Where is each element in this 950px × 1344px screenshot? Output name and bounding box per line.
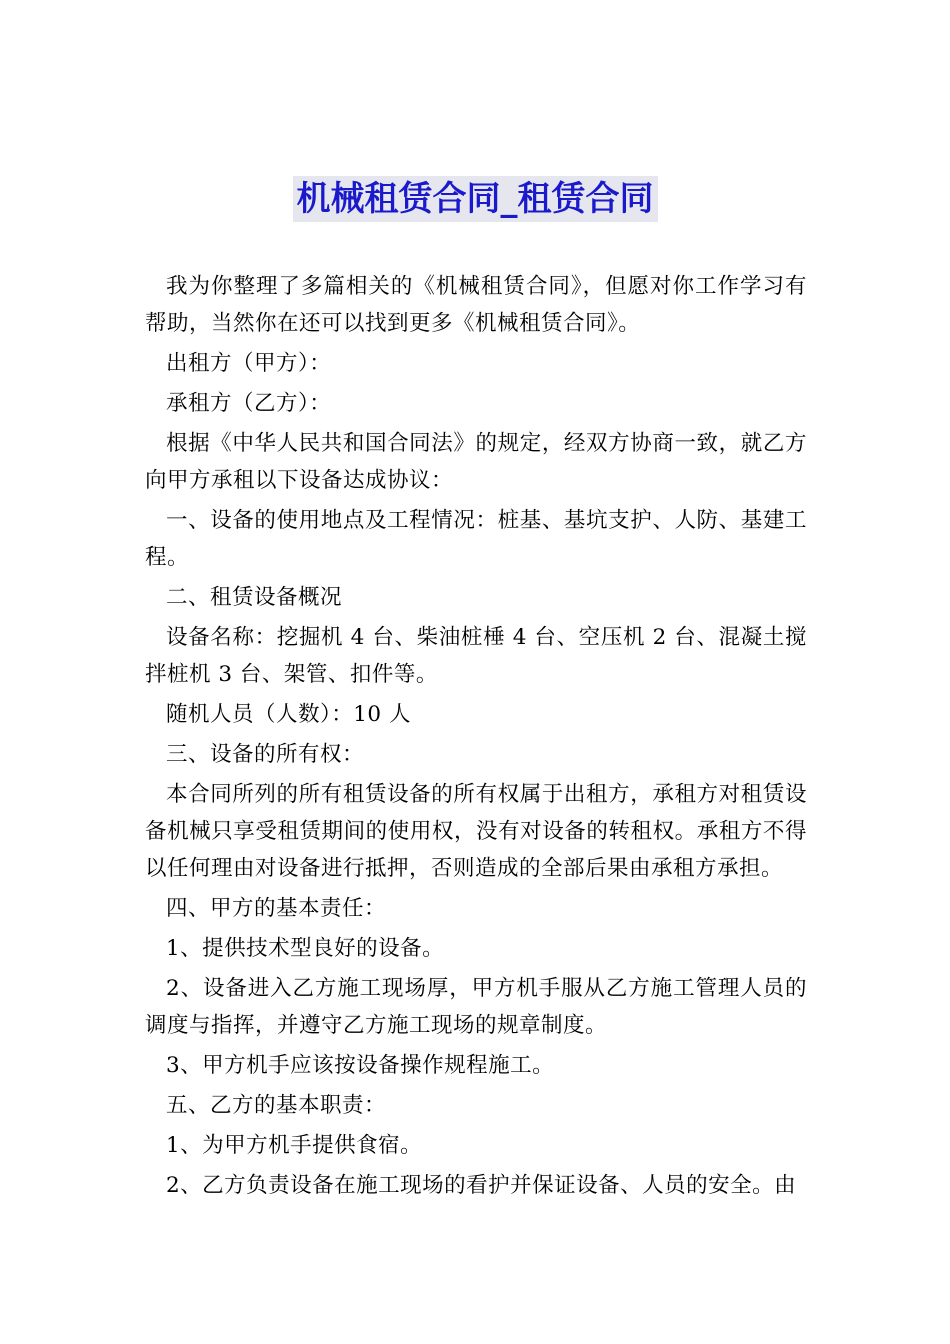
paragraph-section-3-heading: 三、设备的所有权：: [166, 742, 365, 767]
paragraph-party-b-duty-2: 2、乙方负责设备在施工现场的看护并保证设备、人员的安全。由: [166, 1173, 797, 1198]
paragraph-agreement-basis: 根据《中华人民共和国合同法》的规定，经双方协商一致，就乙方向甲方承租以下设备达成协议：: [145, 431, 807, 493]
paragraph-party-a-duty-2: 2、设备进入乙方施工现场厚，甲方机手服从乙方施工管理人员的调度与指挥，并遵守乙方施工现场的规章制度。: [145, 976, 807, 1038]
paragraph-equipment-names: 设备名称：挖掘机 4 台、柴油桩棰 4 台、空压机 2 台、混凝土搅拌桩机 3 台、架管、扣件等。: [145, 625, 807, 687]
paragraph-party-a-duty-1: 1、提供技术型良好的设备。: [166, 936, 445, 961]
paragraph-section-2-heading: 二、租赁设备概况: [166, 585, 343, 610]
paragraph-ownership: 本合同所列的所有租赁设备的所有权属于出租方，承租方对租赁设备机械只享受租赁期间的使用权，没有对设备的转租权。承租方不得以任何理由对设备进行抵押，否则造成的全部后果由承租方承担。: [145, 782, 807, 881]
paragraph-personnel: 随机人员（人数）：10 人: [166, 702, 411, 727]
paragraph-party-a-duty-3: 3、甲方机手应该按设备操作规程施工。: [166, 1053, 555, 1078]
document-body: [145, 268, 807, 1207]
paragraph-section-1: 一、设备的使用地点及工程情况：桩基、基坑支护、人防、基建工程。: [145, 508, 807, 570]
title-container: [0, 176, 950, 222]
paragraph-section-5-heading: 五、乙方的基本职责：: [166, 1093, 387, 1118]
paragraph-lessor: 出租方（甲方）：: [166, 351, 332, 376]
paragraph-party-b-duty-1: 1、为甲方机手提供食宿。: [166, 1133, 423, 1158]
paragraph-lessee: 承租方（乙方）：: [166, 391, 332, 416]
document-title: 机械租赁合同_租赁合同: [293, 176, 658, 222]
paragraph-section-4-heading: 四、甲方的基本责任：: [166, 896, 387, 921]
paragraph-intro: 我为你整理了多篇相关的《机械租赁合同》，但愿对你工作学习有帮助，当然你在还可以找到更多《机械租赁合同》。: [145, 274, 807, 336]
